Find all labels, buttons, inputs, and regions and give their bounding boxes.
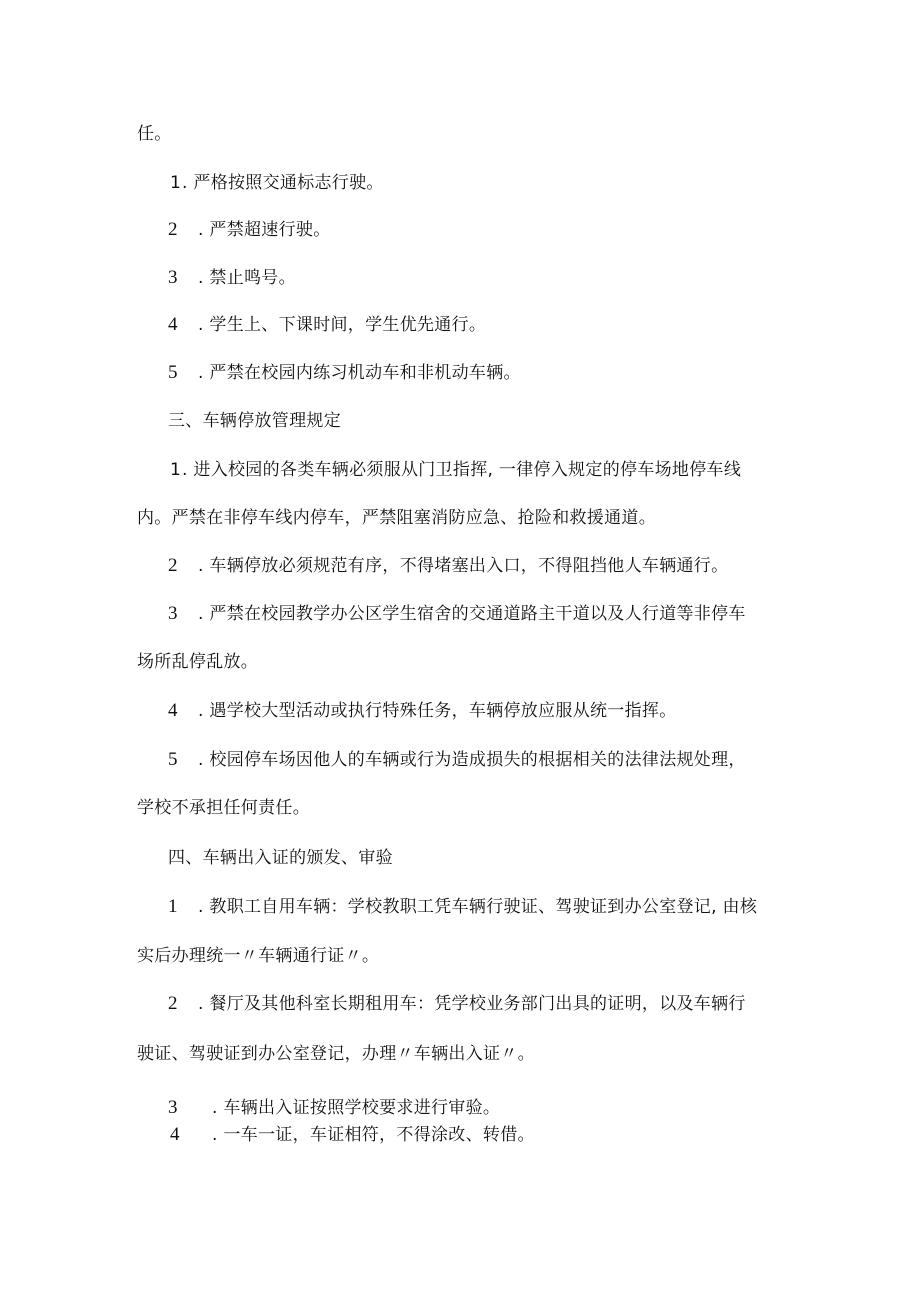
list-item-text: . 禁止鸣号。: [198, 268, 296, 288]
list-item-text: . 严禁在校园内练习机动车和非机动车辆。: [198, 363, 521, 383]
paragraph-line: [137, 945, 379, 967]
paragraph-text: 驶证、驾驶证到办公室登记，办理〃车辆出入证〃。: [137, 1044, 535, 1064]
paragraph-line: [137, 1043, 535, 1065]
list-item-text: . 进入校园的各类车辆必须服从门卫指挥, 一律停入规定的停车场地停车线: [182, 460, 742, 480]
paragraph-text: 内。严禁在非停车线内停车，严禁阻塞消防应急、抢险和救援通道。: [137, 508, 656, 528]
list-item: [168, 314, 486, 336]
list-item-number: 1: [170, 173, 182, 193]
list-item-text: . 校园停车场因他人的车辆或行为造成损失的根据相关的法律法规处理，: [198, 750, 746, 770]
paragraph-text: 实后办理统一〃车辆通行证〃。: [137, 946, 380, 966]
list-item: [170, 459, 741, 481]
list-item: [168, 1097, 500, 1119]
list-item-number: 2: [168, 993, 178, 1014]
list-item: [168, 993, 746, 1015]
paragraph-text: 场所乱停乱放。: [137, 652, 259, 672]
list-item-text: . 车辆停放必须规范有序，不得堵塞出入口，不得阻挡他人车辆通行。: [198, 556, 729, 576]
paragraph-text: 任。: [137, 124, 172, 144]
list-item: [168, 555, 728, 577]
list-item-text: . 一车一证，车证相符，不得涂改、转借。: [212, 1125, 535, 1145]
section-heading: [168, 847, 393, 869]
list-item: [170, 1124, 535, 1146]
paragraph-line: [137, 123, 172, 145]
list-item-number: 2: [168, 555, 178, 576]
list-item: [168, 896, 757, 918]
list-item-number: 4: [168, 700, 178, 721]
list-item-number: 1: [170, 460, 182, 480]
list-item-number: 4: [168, 314, 178, 335]
list-item: [168, 362, 521, 384]
list-item-number: 2: [168, 219, 178, 240]
list-item-number: 1: [168, 896, 178, 917]
list-item: [168, 219, 331, 241]
section-heading-text: 三、车辆停放管理规定: [168, 411, 341, 431]
list-item: [170, 172, 384, 194]
section-heading: [168, 410, 341, 432]
paragraph-text: 学校不承担任何责任。: [137, 798, 310, 818]
list-item-text: . 车辆出入证按照学校要求进行审验。: [212, 1098, 501, 1118]
section-heading-text: 四、车辆出入证的颁发、审验: [168, 848, 393, 868]
list-item: [168, 603, 746, 625]
list-item: [168, 267, 296, 289]
list-item-number: 3: [168, 267, 178, 288]
list-item-number: 3: [168, 603, 178, 624]
list-item-text: . 学生上、下课时间，学生优先通行。: [198, 315, 487, 335]
list-item-text: . 餐厅及其他科室长期租用车：凭学校业务部门出具的证明，以及车辆行: [198, 994, 746, 1014]
list-item: [168, 700, 677, 722]
list-item: [168, 749, 746, 771]
list-item-number: 5: [168, 362, 178, 383]
paragraph-line: [137, 797, 310, 819]
list-item-text: . 严格按照交通标志行驶。: [182, 173, 384, 193]
list-item-text: . 教职工自用车辆：学校教职工凭车辆行驶证、驾驶证到办公室登记, 由核: [198, 897, 758, 917]
list-item-number: 3: [168, 1097, 178, 1118]
list-item-text: . 严禁超速行驶。: [198, 220, 331, 240]
list-item-text: . 遇学校大型活动或执行特殊任务，车辆停放应服从统一指挥。: [198, 701, 677, 721]
list-item-number: 4: [170, 1124, 180, 1145]
list-item-number: 5: [168, 749, 178, 770]
paragraph-line: [137, 651, 258, 673]
paragraph-line: [137, 507, 656, 529]
list-item-text: . 严禁在校园教学办公区学生宿舍的交通道路主干道以及人行道等非停车: [198, 604, 746, 624]
